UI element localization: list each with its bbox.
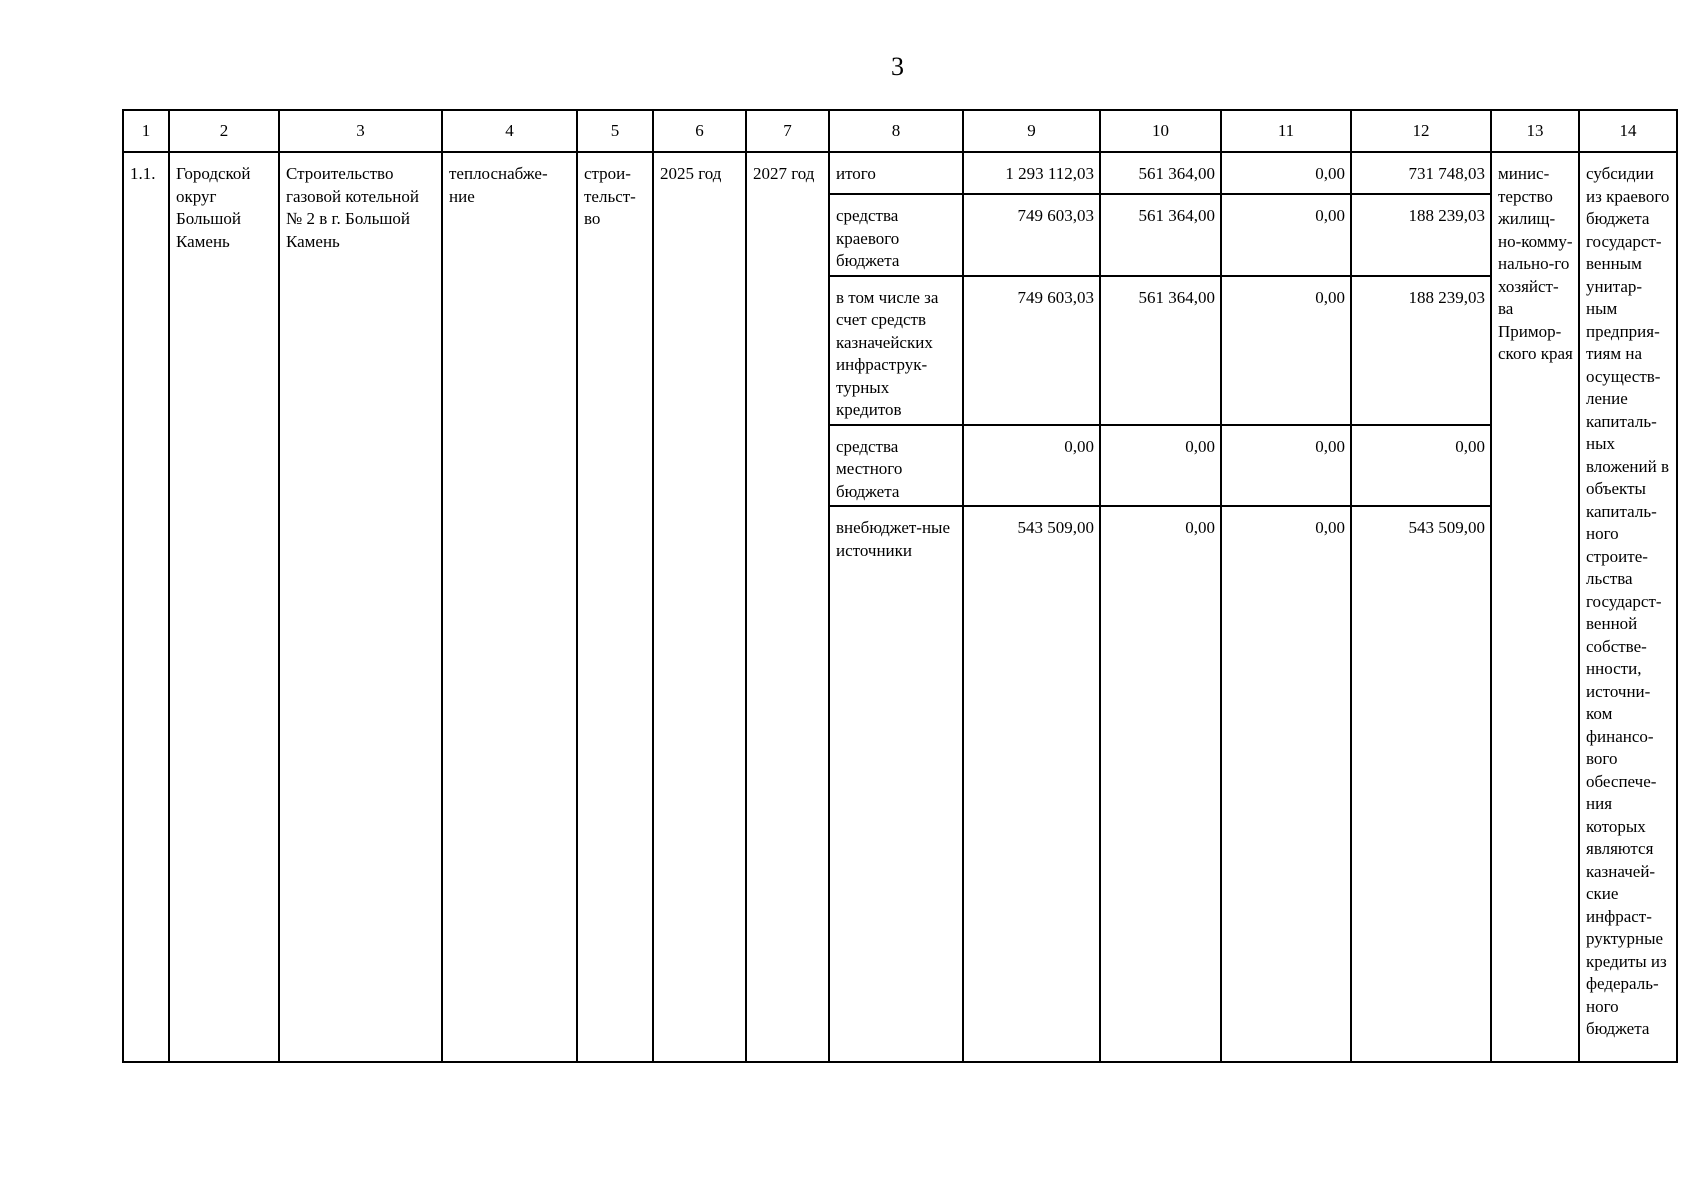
amount-cell: 749 603,03 <box>963 194 1100 276</box>
header-cell: 10 <box>1100 110 1221 152</box>
subsidy-cell: субсидии из краевого бюджета государст-венным унитар-ным предприя-тиям на осуществ-ление капиталь-ных вложений в объекты капиталь-ного строите-льства государст-венной собстве-нности, источни-ком финансо-вого обеспече-ния которых являются казначей-ские инфраст-руктурные кредиты из федераль-ного бюджета <box>1579 152 1677 1062</box>
funding-source-cell: средства краевого бюджета <box>829 194 963 276</box>
amount-cell: 0,00 <box>1221 506 1351 1062</box>
amount-cell: 0,00 <box>1100 425 1221 507</box>
sphere-cell: теплоснабже-ние <box>442 152 577 1062</box>
amount-cell: 561 364,00 <box>1100 152 1221 194</box>
header-cell: 8 <box>829 110 963 152</box>
object-name-cell: Строительство газовой котельной № 2 в г. Большой Камень <box>279 152 442 1062</box>
header-cell: 14 <box>1579 110 1677 152</box>
amount-cell: 188 239,03 <box>1351 276 1491 425</box>
amount-cell: 0,00 <box>1221 276 1351 425</box>
page-number: 3 <box>891 52 904 81</box>
amount-cell: 0,00 <box>963 425 1100 507</box>
amount-cell: 731 748,03 <box>1351 152 1491 194</box>
executor-cell: минис-терство жилищ-но-комму-нально-го хозяйст-ва Примор-ского края <box>1491 152 1579 1062</box>
header-cell: 13 <box>1491 110 1579 152</box>
amount-cell: 1 293 112,03 <box>963 152 1100 194</box>
amount-cell: 0,00 <box>1221 425 1351 507</box>
header-cell: 2 <box>169 110 279 152</box>
funding-source-cell: средства местного бюджета <box>829 425 963 507</box>
start-year-cell: 2025 год <box>653 152 746 1062</box>
amount-cell: 561 364,00 <box>1100 276 1221 425</box>
header-cell: 5 <box>577 110 653 152</box>
header-cell: 3 <box>279 110 442 152</box>
header-cell: 12 <box>1351 110 1491 152</box>
header-cell: 11 <box>1221 110 1351 152</box>
amount-cell: 0,00 <box>1351 425 1491 507</box>
table-row <box>123 152 1677 194</box>
funding-source-cell: внебюджет-ные источники <box>829 506 963 1062</box>
row-number: 1.1. <box>123 152 169 1062</box>
municipality-cell: Городской округ Большой Камень <box>169 152 279 1062</box>
work-type-cell: строи-тельст-во <box>577 152 653 1062</box>
header-cell: 7 <box>746 110 829 152</box>
amount-cell: 543 509,00 <box>963 506 1100 1062</box>
amount-cell: 543 509,00 <box>1351 506 1491 1062</box>
funding-source-cell: итого <box>829 152 963 194</box>
header-cell: 4 <box>442 110 577 152</box>
amount-cell: 0,00 <box>1221 152 1351 194</box>
funding-source-cell: в том числе за счет средств казначейских инфраструк-турных кредитов <box>829 276 963 425</box>
amount-cell: 188 239,03 <box>1351 194 1491 276</box>
amount-cell: 0,00 <box>1100 506 1221 1062</box>
header-cell: 1 <box>123 110 169 152</box>
end-year-cell: 2027 год <box>746 152 829 1062</box>
column-number-row <box>123 110 1677 152</box>
amount-cell: 0,00 <box>1221 194 1351 276</box>
program-table <box>122 109 1678 1063</box>
header-cell: 9 <box>963 110 1100 152</box>
header-cell: 6 <box>653 110 746 152</box>
amount-cell: 561 364,00 <box>1100 194 1221 276</box>
amount-cell: 749 603,03 <box>963 276 1100 425</box>
